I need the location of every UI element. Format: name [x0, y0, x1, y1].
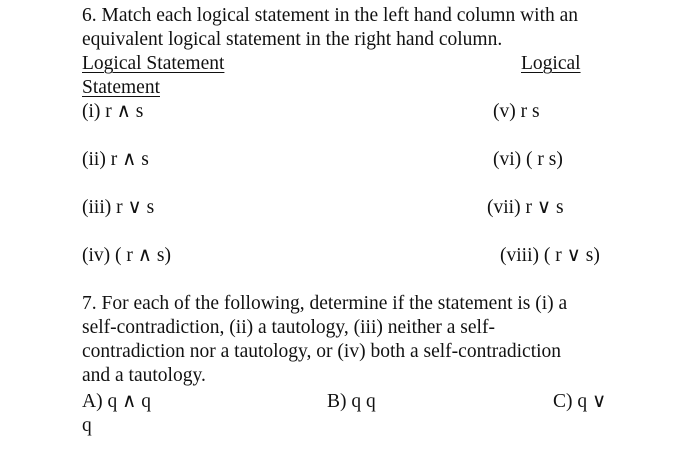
question-7-line-3: contradiction nor a tautology, or (iv) both a self-contradiction — [82, 341, 562, 362]
statement-iii: (iii) r ∨ s — [82, 197, 155, 218]
left-column-header: Logical Statement — [82, 53, 225, 74]
statement-vi: (vi) ( r s) — [493, 149, 563, 170]
question-7-line-2: self-contradiction, (ii) a tautology, (iii) neither a self- — [82, 317, 495, 338]
option-a: A) q ∧ q — [82, 391, 151, 412]
option-c-continued: q — [82, 415, 92, 436]
question-7-line-1: 7. For each of the following, determine if the statement is (i) a — [82, 293, 568, 314]
right-column-header-continued: Statement — [82, 77, 160, 98]
statement-iv: (iv) ( r ∧ s) — [82, 245, 171, 266]
statement-vii: (vii) r ∨ s — [487, 197, 564, 218]
question-6-prompt-line-2: equivalent logical statement in the right hand column. — [82, 29, 503, 50]
statement-v: (v) r s — [493, 101, 540, 122]
right-column-header: Logical — [521, 53, 581, 74]
option-b: B) q q — [327, 391, 376, 412]
option-c: C) q ∨ — [553, 391, 607, 412]
statement-viii: (viii) ( r ∨ s) — [500, 245, 600, 266]
question-6-prompt-line-1: 6. Match each logical statement in the left hand column with an — [82, 5, 579, 26]
question-7-line-4: and a tautology. — [82, 365, 206, 386]
statement-ii: (ii) r ∧ s — [82, 149, 149, 170]
statement-i: (i) r ∧ s — [82, 101, 144, 122]
